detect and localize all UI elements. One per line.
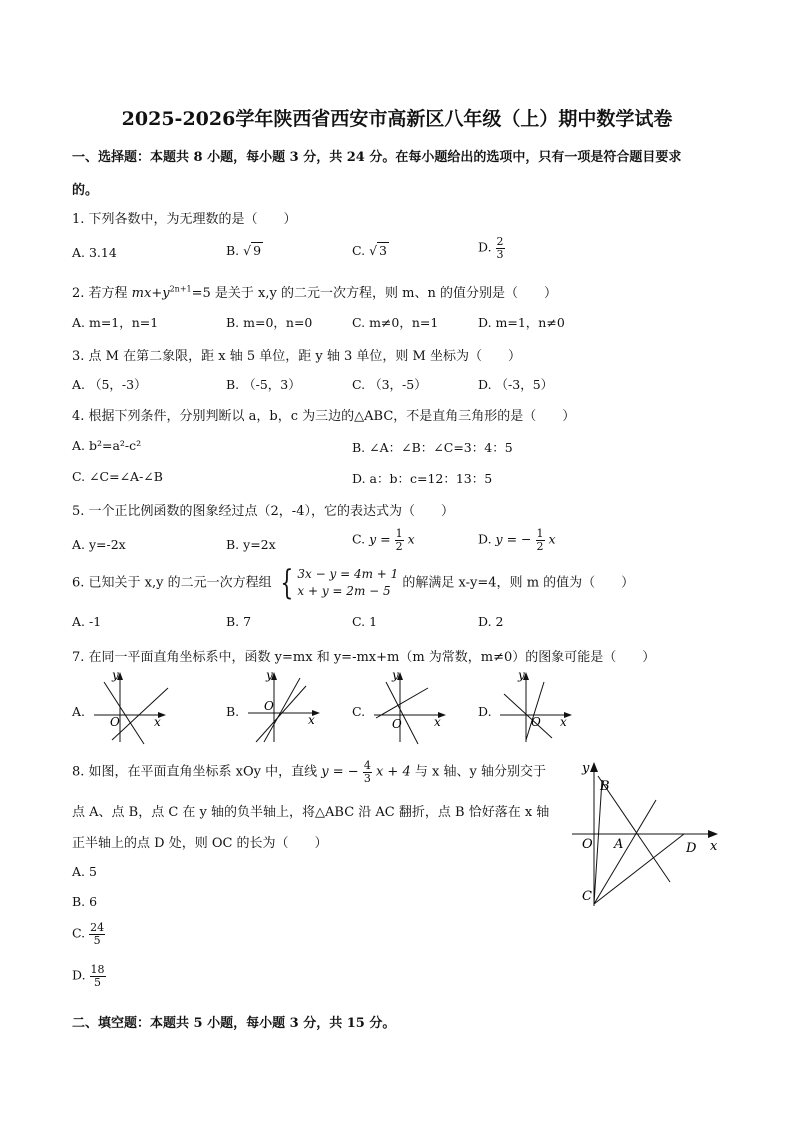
q2-option-c: C. m≠0，n=1	[352, 315, 439, 330]
svg-text:A: A	[614, 837, 624, 852]
svg-text:y: y	[518, 668, 525, 682]
q6-option-a: A. -1	[72, 614, 102, 629]
q4-option-b: B. ∠A：∠B：∠C=3：4：5	[352, 440, 513, 455]
q1-option-c: C. √ 3	[352, 243, 387, 258]
q1-option-a: A. 3.14	[72, 245, 117, 260]
q7-graph-a	[90, 668, 170, 746]
q7-option-c: C.	[352, 704, 366, 719]
q8-stem-line2: 点 A、点 B，点 C 在 y 轴的负半轴上，将△ABC 沿 AC 翻折，点 B 恰好落在 x 轴	[72, 805, 550, 820]
q8-option-c: C. $\frac{24}{5}$	[72, 921, 105, 947]
q6-option-b: B. 7	[226, 614, 252, 629]
q7-stem: 7. 在同一平面直角坐标系中，函数 y=mx 和 y=-mx+m（m 为常数，m≠0）的图象可能是（ ）	[72, 650, 656, 665]
q2-option-b: B. m=0，n=0	[226, 315, 313, 330]
q7-graph-d	[496, 668, 576, 746]
svg-text:x: x	[560, 715, 567, 729]
q8-option-a: A. 5	[72, 864, 97, 879]
fraction: $\frac{24}{5}$	[90, 921, 105, 947]
q6-option-d: D. 2	[478, 614, 504, 629]
q5-option-b: B. y=2x	[226, 537, 276, 552]
q5-option-a: A. y=-2x	[72, 537, 126, 552]
fraction: $\frac{1}{2}$	[395, 527, 403, 553]
q2-option-a: A. m=1，n=1	[72, 315, 159, 330]
q6-option-c: C. 1	[352, 614, 378, 629]
svg-text:y: y	[582, 761, 590, 776]
svg-text:C: C	[582, 889, 592, 904]
svg-text:O: O	[582, 837, 593, 852]
q4-option-d: D. a：b：c=12：13：5	[352, 471, 493, 486]
q3-option-b: B. （-5，3）	[226, 377, 301, 392]
svg-text:y: y	[266, 668, 273, 682]
q3-stem: 3. 点 M 在第二象限，距 x 轴 5 单位，距 y 轴 3 单位，则 M 坐标为（ ）	[72, 349, 521, 364]
q1-stem: 1. 下列各数中，为无理数的是（ ）	[72, 212, 297, 227]
q5-option-d: D. y = − $\frac{1}{2}$ x	[478, 527, 556, 553]
section-1-header: 一、选择题：本题共 8 小题，每小题 3 分，共 24 分。在每小题给出的选项中，只有一项是符合题目要求	[72, 150, 682, 165]
fraction: $\frac{4}{3}$	[363, 759, 371, 785]
q4-option-c: C. ∠C=∠A-∠B	[72, 469, 163, 484]
q5-option-c: C. y = $\frac{1}{2}$ x	[352, 527, 415, 553]
fraction: $\frac{18}{5}$	[90, 963, 105, 989]
svg-text:x: x	[434, 715, 441, 729]
svg-text:x: x	[308, 713, 315, 727]
svg-text:x: x	[710, 839, 718, 854]
fraction: $\frac{2}{3}$	[496, 235, 504, 261]
equation-system: { 3x − y = 4m + 1 x + y = 2m − 5	[280, 563, 399, 603]
svg-text:O: O	[264, 699, 274, 713]
q1-option-b: B. √ 9	[226, 243, 262, 258]
svg-text:O: O	[531, 715, 541, 729]
section-1-header-cont: 的。	[72, 183, 99, 198]
sqrt-symbol: √ 9	[243, 243, 262, 258]
q6-stem: 6. 已知关于 x,y 的二元一次方程组 { 3x − y = 4m + 1 x + y = 2m − 5 的解满足 x-y=4，则 m 的值为（ ）	[72, 563, 635, 603]
svg-text:D: D	[686, 841, 697, 856]
q8-figure	[568, 758, 728, 908]
q7-graph-c	[370, 668, 450, 746]
q3-option-d: D. （-3，5）	[478, 377, 554, 392]
q4-option-a: A. b²=a²-c²	[72, 438, 142, 453]
svg-text:x: x	[154, 715, 161, 729]
svg-text:B: B	[600, 779, 610, 794]
fraction: $\frac{1}{2}$	[536, 527, 544, 553]
q3-option-c: C. （3，-5）	[352, 377, 427, 392]
svg-text:O: O	[110, 715, 120, 729]
svg-text:y: y	[392, 668, 399, 682]
section-2-header: 二、填空题：本题共 5 小题，每小题 3 分，共 15 分。	[72, 1016, 396, 1031]
q5-stem: 5. 一个正比例函数的图象经过点（2，-4），它的表达式为（ ）	[72, 504, 454, 519]
page-title: 2025-2026学年陕西省西安市高新区八年级（上）期中数学试卷	[121, 108, 673, 130]
q7-graph-b	[244, 668, 324, 746]
svg-text:O: O	[392, 717, 402, 731]
q2-option-d: D. m=1，n≠0	[478, 315, 565, 330]
q7-option-a: A.	[72, 704, 86, 719]
q8-option-d: D. $\frac{18}{5}$	[72, 963, 105, 989]
q7-option-d: D.	[478, 704, 492, 719]
q8-stem-line3: 正半轴上的点 D 处，则 OC 的长为（ ）	[72, 836, 328, 851]
q3-option-a: A. （5，-3）	[72, 377, 147, 392]
q1-option-d: D. $\frac{2}{3}$	[478, 235, 504, 261]
q2-stem: 2. 若方程 $mx+y^{2n+1}=5$ 是关于 x,y 的二元一次方程，则 m、n 的值分别是（ ）	[72, 284, 557, 301]
q8-option-b: B. 6	[72, 894, 98, 909]
svg-text:y: y	[112, 668, 119, 682]
q4-stem: 4. 根据下列条件，分别判断以 a，b，c 为三边的△ABC，不是直角三角形的是（ ）	[72, 409, 576, 424]
sqrt-symbol: √ 3	[369, 243, 387, 258]
q7-option-b: B.	[226, 704, 240, 719]
q8-stem-line1: 8. 如图，在平面直角坐标系 xOy 中，直线 y = − $\frac{4}{3}$ x + 4 与 x 轴、y 轴分别交于	[72, 759, 546, 785]
